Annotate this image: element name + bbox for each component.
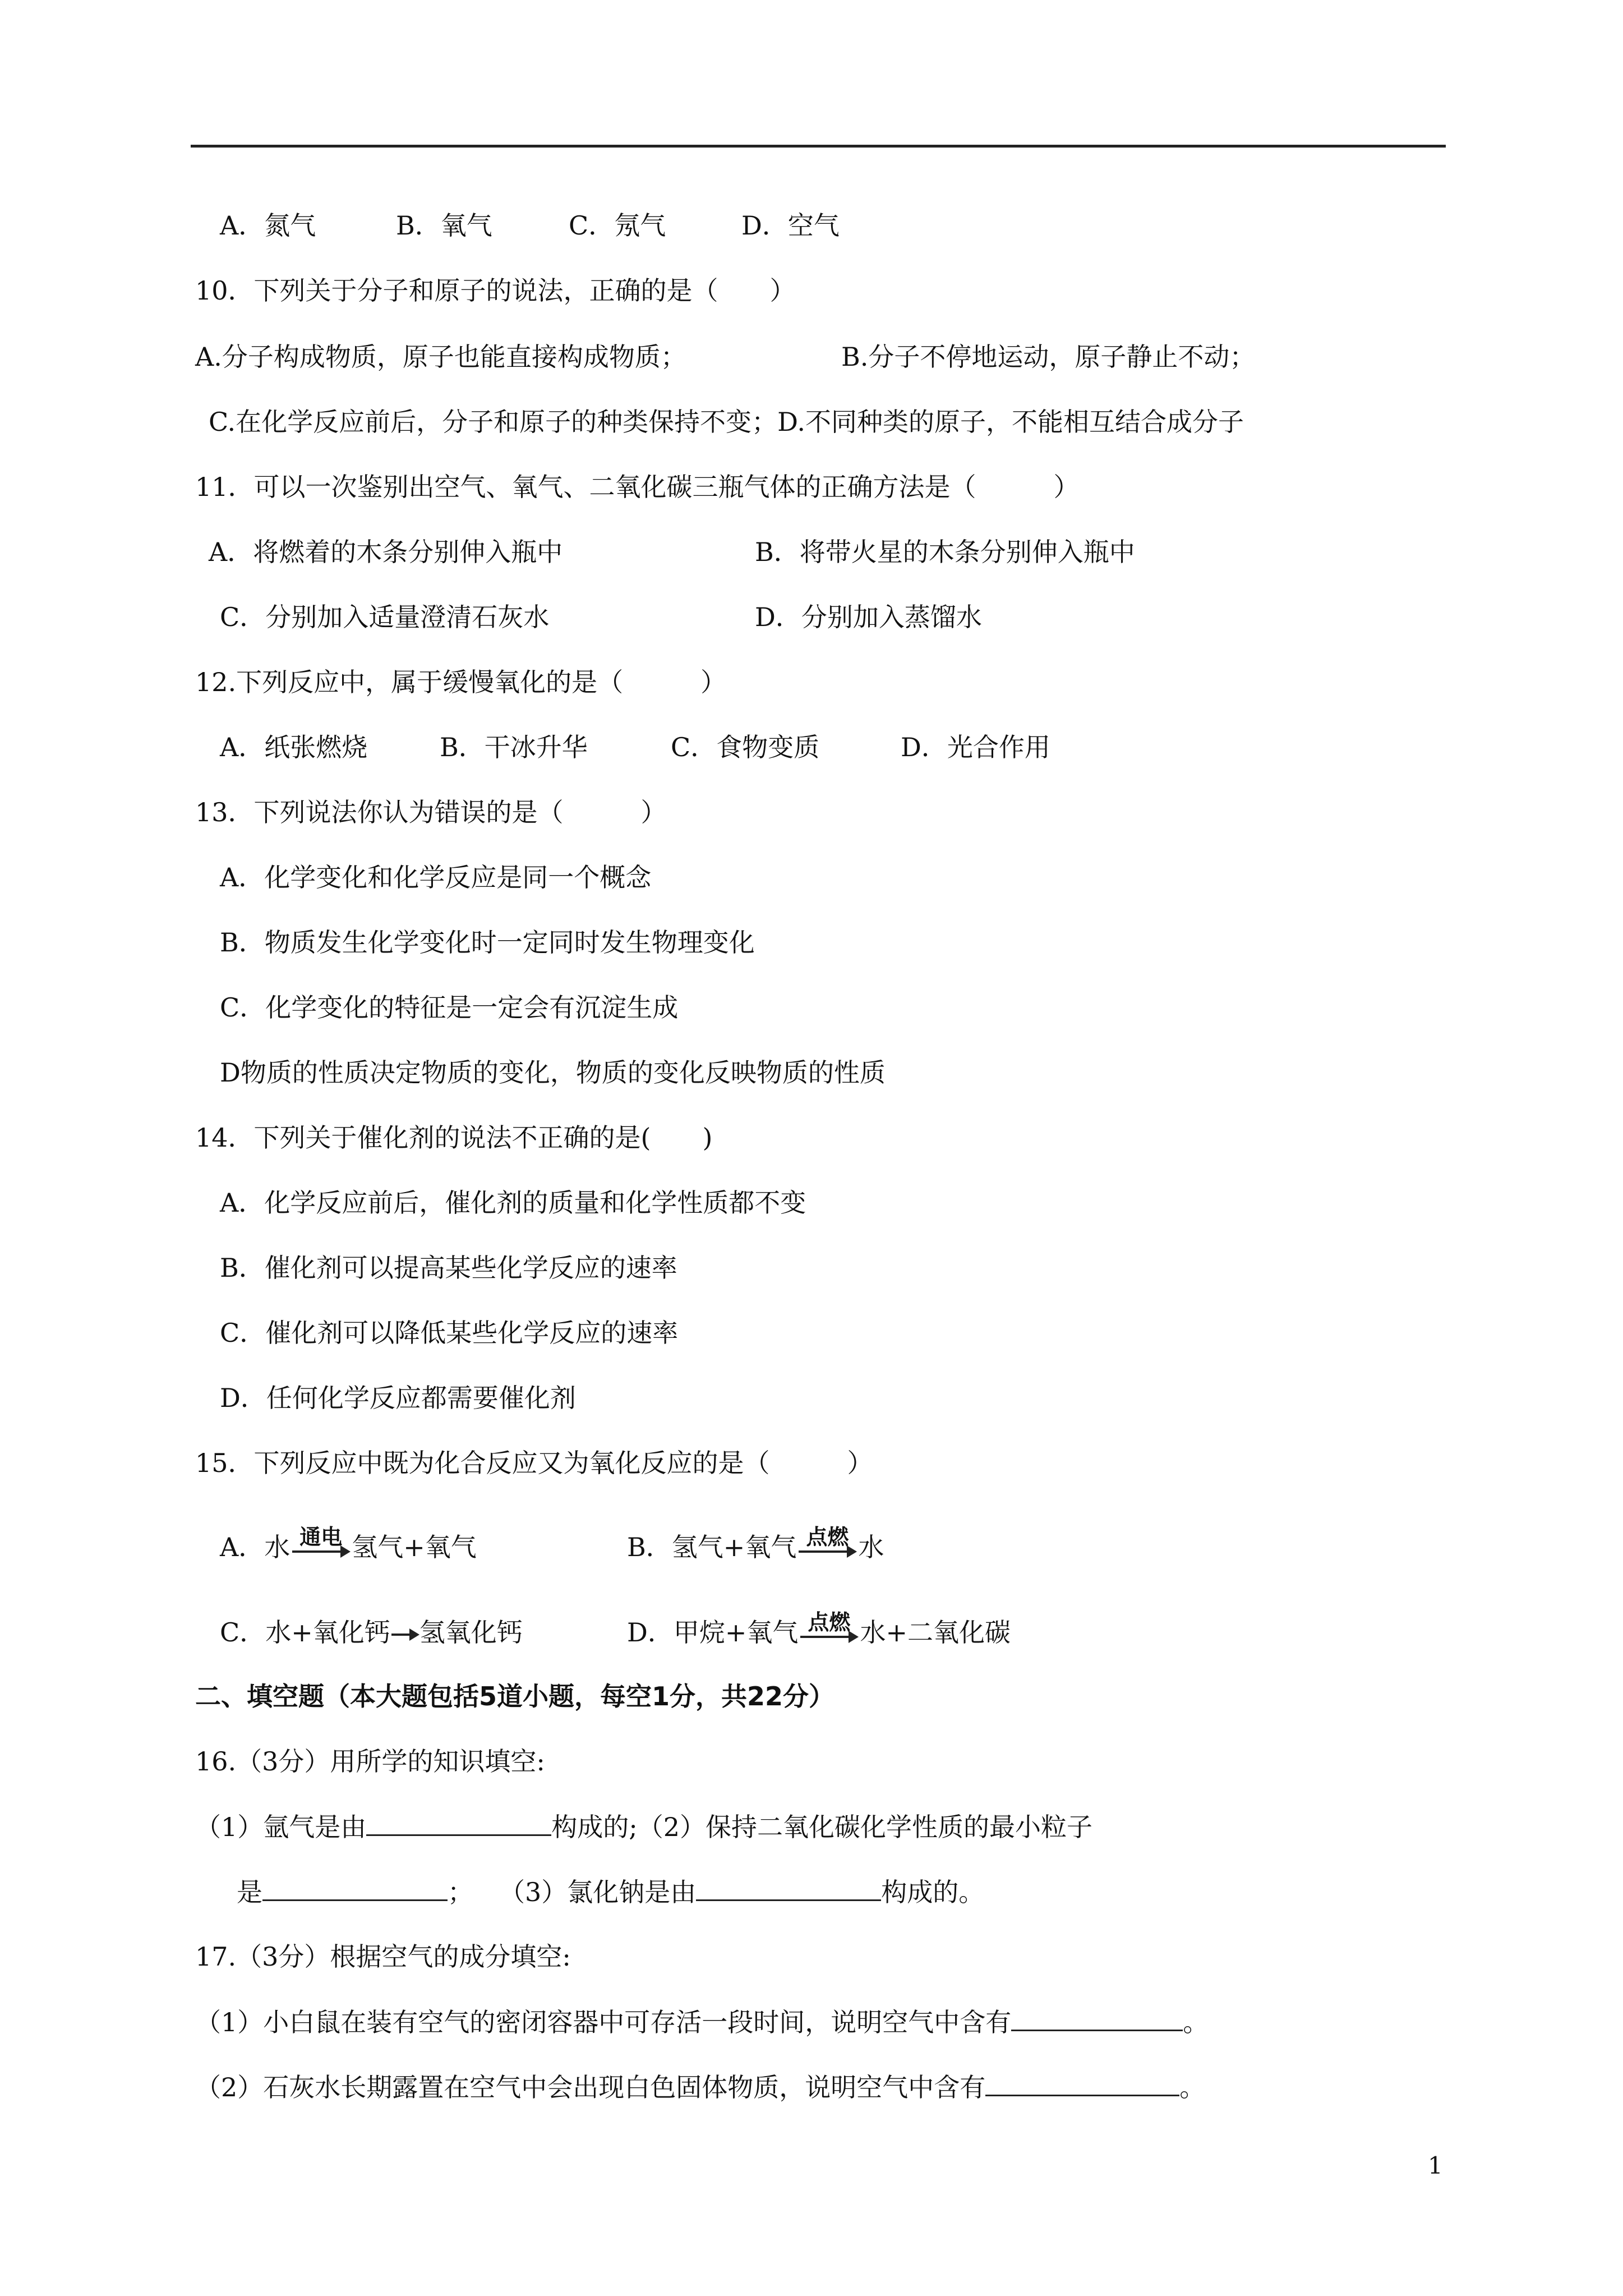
q17-part2-text: （2）石灰水长期露置在空气中会出现白色固体物质，说明空气中含有 [195,2072,986,2102]
q13-option-b: B．物质发生化学变化时一定同时发生物理变化 [220,927,755,958]
q10-option-b: B.分子不停地运动，原子静止不动； [841,342,1256,372]
q16-part1-text: （1）氩气是由 [195,1812,367,1842]
q12-option-b: B．干冰升华 [440,732,588,762]
q11-option-a: A．将燃着的木条分别伸入瓶中 [209,537,563,567]
q10-option-a: A.分子构成物质，原子也能直接构成物质； [195,342,686,372]
q14-option-d: D．任何化学反应都需要催化剂 [220,1383,576,1413]
q15-c-reactants: C．水+氧化钙 [220,1617,390,1648]
q12-option-a: A．纸张燃烧 [220,732,368,762]
q15-c-products: 氢氧化钙 [419,1617,523,1648]
q14-stem: 14．下列关于催化剂的说法不正确的是( ) [195,1122,713,1153]
answer-blank[interactable] [366,1810,551,1836]
q10-option-cd: C.在化学反应前后，分子和原子的种类保持不变；D.不同种类的原子，不能相互结合成分子 [209,407,1244,437]
q15-d-condition: 点燃 [808,1610,851,1635]
q16-part2 [237,1875,984,1909]
q15-stem: 15．下列反应中既为化合反应又为氧化反应的是（ ） [195,1448,873,1478]
q13-stem: 13．下列说法你认为错误的是（ ） [195,797,667,827]
q17-part1-end: 。 [1183,2007,1209,2037]
q9-option-a: A．氮气 [220,210,316,241]
q15-a-reactant: A．水 [220,1532,291,1562]
q13-option-c: C．化学变化的特征是一定会有沉淀生成 [220,992,679,1023]
q17-part2 [195,2070,1205,2104]
q9-option-b: B．氧气 [396,210,492,241]
q9-option-d: D．空气 [741,210,840,241]
q15-a-condition: 通电 [299,1525,343,1549]
q14-option-c: C．催化剂可以降低某些化学反应的速率 [220,1318,679,1348]
q12-option-c: C．食物变质 [671,732,820,762]
q15-b-condition: 点燃 [806,1525,849,1549]
q15-option-c [220,1616,523,1649]
q15-option-d [627,1610,1011,1649]
header-rule [191,145,1446,148]
q14-option-a: A．化学反应前后，催化剂的质量和化学性质都不变 [220,1188,806,1218]
q15-a-products: 氢气+氧气 [352,1532,477,1562]
q15-b-products: 水 [858,1532,884,1562]
reaction-arrow [290,1525,352,1564]
q11-stem: 11．可以一次鉴别出空气、氧气、二氧化碳三瓶气体的正确方法是（ ） [195,472,1080,502]
q14-option-b: B．催化剂可以提高某些化学反应的速率 [220,1253,677,1283]
q11-option-d: D．分别加入蒸馏水 [755,602,982,632]
answer-blank[interactable] [696,1875,881,1901]
q17-part1-text: （1）小白鼠在装有空气的密闭容器中可存活一段时间，说明空气中含有 [195,2007,1012,2037]
reaction-arrow [798,1610,860,1649]
answer-blank[interactable] [985,2070,1179,2096]
q15-d-products: 水+二氧化碳 [860,1617,1011,1648]
reaction-arrow [796,1525,858,1564]
q15-d-reactants: D．甲烷+氧气 [627,1617,799,1648]
q16-stem: 16.（3分）用所学的知识填空: [195,1746,545,1777]
q16-part3-text: ； （3）氯化钠是由 [448,1877,697,1907]
q16-part3-end: 构成的。 [881,1877,985,1907]
q11-option-b: B．将带火星的木条分别伸入瓶中 [755,537,1135,567]
q12-option-d: D．光合作用 [901,732,1050,762]
q16-part1 [195,1810,1092,1844]
q13-option-a: A．化学变化和化学反应是同一个概念 [220,862,652,892]
q15-b-reactants: B．氢气+氧气 [627,1532,797,1562]
q11-option-c: C．分别加入适量澄清石灰水 [220,602,550,632]
page-number: 1 [1428,2152,1443,2179]
q16-part2-text: 构成的;（2）保持二氧化碳化学性质的最小粒子 [551,1812,1093,1842]
q16-part2-lead: 是 [237,1877,262,1907]
answer-blank[interactable] [262,1875,448,1901]
section-heading: 二、填空题（本大题包括5道小题，每空1分，共22分） [195,1681,835,1711]
q17-part1 [195,2005,1209,2039]
q15-option-a [220,1525,477,1564]
answer-blank[interactable] [1011,2005,1183,2031]
q17-part2-end: 。 [1179,2072,1206,2102]
q9-option-c: C．氖气 [569,210,666,241]
q10-stem: 10．下列关于分子和原子的说法，正确的是（ ） [195,275,796,306]
q15-option-b [627,1525,884,1564]
q13-option-d: D物质的性质决定物质的变化，物质的变化反映物质的性质 [220,1057,886,1088]
q12-stem: 12.下列反应中，属于缓慢氧化的是（ ） [195,667,727,697]
reaction-arrow [390,1616,419,1649]
q17-stem: 17.（3分）根据空气的成分填空: [195,1941,571,1972]
